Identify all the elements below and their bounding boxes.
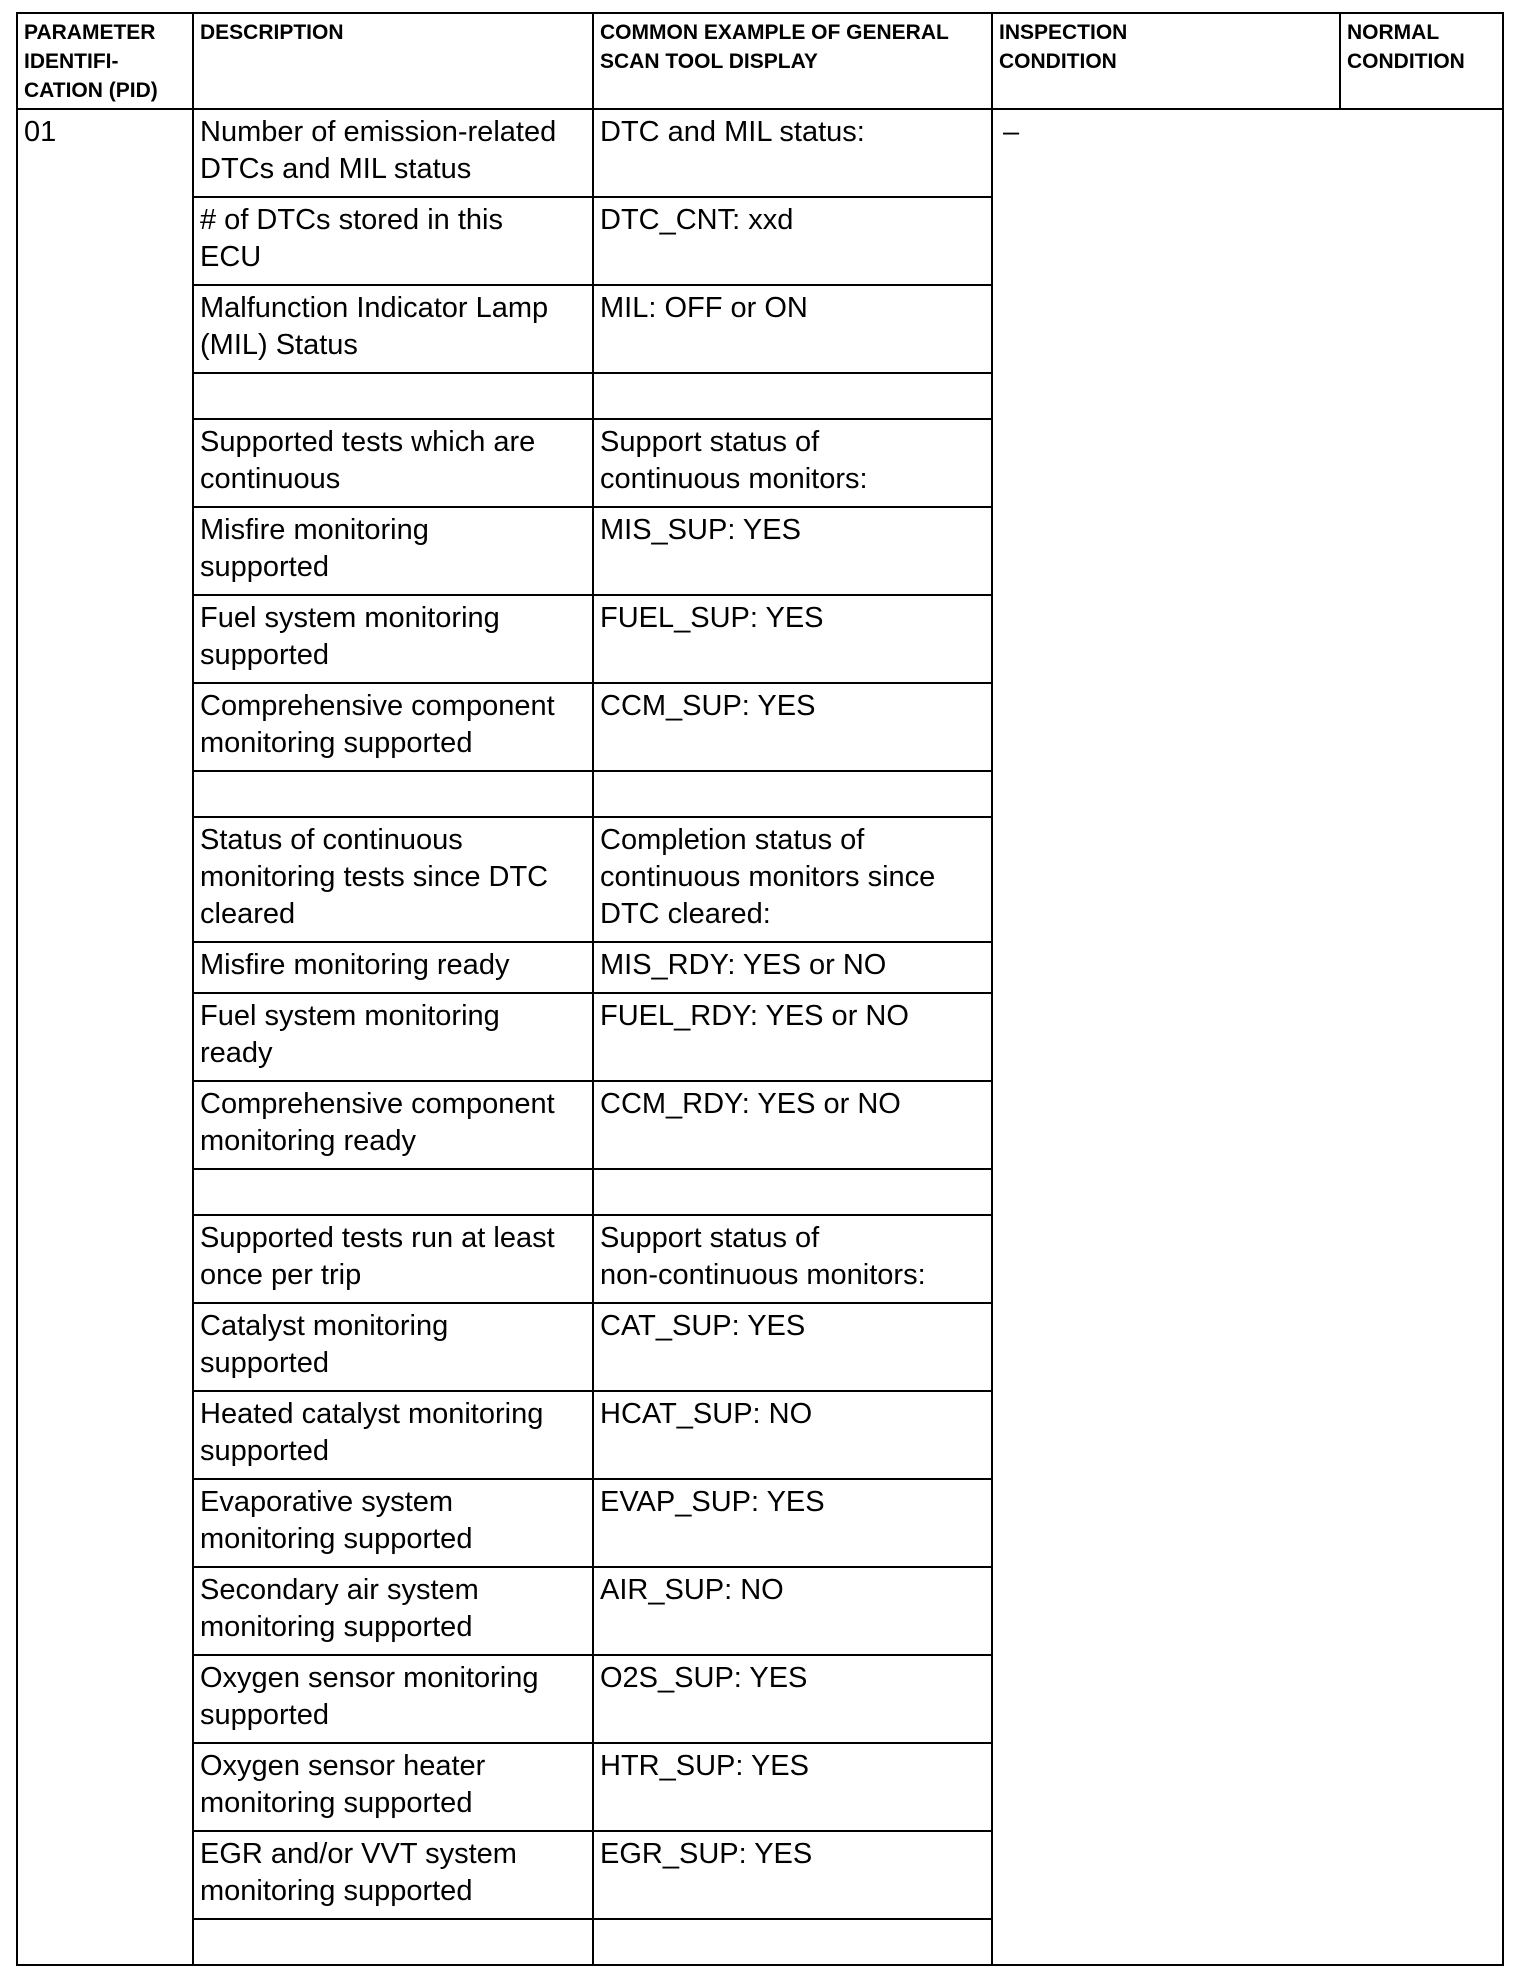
table-border-left: [16, 12, 18, 1966]
row-divider: [192, 1566, 993, 1568]
header-display: [600, 18, 983, 76]
display-cell-line: continuous monitors:: [600, 463, 868, 495]
row-divider: [192, 196, 993, 198]
description-cell: [200, 1086, 584, 1160]
row-divider: [192, 682, 993, 684]
description-cell: [200, 1396, 584, 1470]
header-pid-line: CATION (PID): [24, 79, 158, 102]
header-pid: [24, 18, 184, 105]
display-cell: [600, 1086, 983, 1123]
header-inspection-line: INSPECTION: [999, 21, 1128, 44]
row-divider: [192, 941, 993, 943]
description-cell: [200, 688, 584, 762]
description-cell-line: monitoring supported: [200, 727, 473, 759]
description-cell-line: Fuel system monitoring: [200, 1000, 500, 1032]
row-divider: [192, 1390, 993, 1392]
display-cell: [600, 290, 983, 327]
description-cell-line: supported: [200, 1347, 329, 1379]
display-cell: [600, 1396, 983, 1433]
column-divider-display: [991, 12, 993, 1966]
row-divider: [192, 1654, 993, 1656]
row-divider: [192, 770, 993, 772]
display-cell-line: CAT_SUP: YES: [600, 1310, 806, 1342]
description-cell-line: supported: [200, 639, 329, 671]
display-cell-line: Support status of: [600, 426, 820, 458]
description-cell-line: supported: [200, 1699, 329, 1731]
header-description: [200, 18, 584, 47]
header-display-line: COMMON EXAMPLE OF GENERAL: [600, 21, 949, 44]
description-cell-line: ECU: [200, 241, 262, 273]
column-divider-pid: [192, 12, 194, 1966]
row-divider: [192, 1478, 993, 1480]
description-cell-line: Oxygen sensor heater: [200, 1750, 486, 1782]
display-cell-line: MIL: OFF or ON: [600, 292, 808, 324]
description-cell-line: Supported tests run at least: [200, 1222, 555, 1254]
display-cell-line: O2S_SUP: YES: [600, 1662, 808, 1694]
description-cell: [200, 600, 584, 674]
description-cell-line: ready: [200, 1037, 273, 1069]
header-pid-line: PARAMETER: [24, 21, 156, 44]
description-cell-line: Status of continuous: [200, 824, 463, 856]
description-cell-line: EGR and/or VVT system: [200, 1838, 517, 1870]
description-cell-line: continuous: [200, 463, 341, 495]
description-cell-line: Supported tests which are: [200, 426, 536, 458]
description-cell-line: supported: [200, 551, 329, 583]
display-cell-line: MIS_RDY: YES or NO: [600, 949, 887, 981]
display-cell-line: continuous monitors since: [600, 861, 936, 893]
row-divider: [192, 1168, 993, 1170]
header-description-line: DESCRIPTION: [200, 21, 344, 44]
display-cell: [600, 1748, 983, 1785]
description-cell-line: (MIL) Status: [200, 329, 358, 361]
description-cell-line: cleared: [200, 898, 296, 930]
display-cell-line: CCM_RDY: YES or NO: [600, 1088, 901, 1120]
description-cell-line: Misfire monitoring ready: [200, 949, 510, 981]
display-cell: [600, 1572, 983, 1609]
description-cell: [200, 1836, 584, 1910]
display-cell-line: non-continuous monitors:: [600, 1259, 926, 1291]
description-cell-line: monitoring supported: [200, 1611, 473, 1643]
pid-table: [16, 12, 1504, 1912]
header-display-line: SCAN TOOL DISPLAY: [600, 50, 818, 73]
display-cell: [600, 202, 983, 239]
display-cell-line: AIR_SUP: NO: [600, 1574, 784, 1606]
row-divider: [192, 418, 993, 420]
description-cell: [200, 1484, 584, 1558]
header-pid-line: IDENTIFI-: [24, 50, 119, 73]
row-divider: [192, 1214, 993, 1216]
row-divider: [192, 506, 993, 508]
description-cell: [200, 998, 584, 1072]
display-cell-line: DTC_CNT: xxd: [600, 204, 794, 236]
description-cell-line: monitoring supported: [200, 1787, 473, 1819]
header-inspection-line: CONDITION: [999, 50, 1117, 73]
header-normal-line: NORMAL: [1347, 21, 1440, 44]
description-cell-line: # of DTCs stored in this: [200, 204, 503, 236]
display-cell-line: EGR_SUP: YES: [600, 1838, 813, 1870]
row-divider: [192, 1742, 993, 1744]
display-cell: [600, 600, 983, 637]
row-divider: [192, 1080, 993, 1082]
display-cell-line: DTC cleared:: [600, 898, 771, 930]
description-cell: [200, 290, 584, 364]
header-normal-line: CONDITION: [1347, 50, 1465, 73]
display-cell: [600, 1484, 983, 1521]
description-cell-line: DTCs and MIL status: [200, 153, 472, 185]
display-cell-line: EVAP_SUP: YES: [600, 1486, 825, 1518]
description-cell: [200, 1748, 584, 1822]
description-cell-line: monitoring ready: [200, 1125, 416, 1157]
display-cell: [600, 114, 983, 151]
display-cell: [600, 688, 983, 725]
description-cell-line: once per trip: [200, 1259, 362, 1291]
description-cell-line: monitoring supported: [200, 1875, 473, 1907]
display-cell-line: FUEL_RDY: YES or NO: [600, 1000, 909, 1032]
description-cell-line: supported: [200, 1435, 329, 1467]
description-cell-line: Fuel system monitoring: [200, 602, 500, 634]
description-cell: [200, 1308, 584, 1382]
display-cell: [600, 424, 983, 498]
column-divider-normal: [1339, 12, 1341, 108]
display-cell: [600, 998, 983, 1035]
display-cell-line: MIS_SUP: YES: [600, 514, 801, 546]
row-divider: [192, 992, 993, 994]
description-cell: [200, 1572, 584, 1646]
description-cell: [200, 202, 584, 276]
description-cell-line: Evaporative system: [200, 1486, 454, 1518]
description-cell: [200, 947, 584, 984]
header-divider: [16, 108, 1504, 110]
display-cell-line: CCM_SUP: YES: [600, 690, 816, 722]
description-cell: [200, 512, 584, 586]
description-cell-line: Comprehensive component: [200, 1088, 555, 1120]
display-cell-line: Completion status of: [600, 824, 865, 856]
row-divider: [192, 1830, 993, 1832]
column-divider-description: [592, 12, 594, 1966]
pid-value: 01: [24, 116, 57, 148]
description-cell-line: Catalyst monitoring: [200, 1310, 449, 1342]
table-border-right: [1502, 12, 1504, 1966]
description-cell: [200, 424, 584, 498]
description-cell-line: Misfire monitoring: [200, 514, 429, 546]
header-normal: [1347, 18, 1494, 76]
display-cell-line: FUEL_SUP: YES: [600, 602, 824, 634]
description-cell-line: Heated catalyst monitoring: [200, 1398, 544, 1430]
description-cell: [200, 1220, 584, 1294]
display-cell-line: DTC and MIL status:: [600, 116, 865, 148]
description-cell: [200, 822, 584, 933]
header-inspection: [999, 18, 1331, 76]
row-divider: [192, 372, 993, 374]
display-cell: [600, 1660, 983, 1697]
row-divider: [192, 1302, 993, 1304]
description-cell-line: monitoring tests since DTC: [200, 861, 549, 893]
description-cell-line: monitoring supported: [200, 1523, 473, 1555]
description-cell-line: Comprehensive component: [200, 690, 555, 722]
row-divider: [192, 284, 993, 286]
display-cell: [600, 1220, 983, 1294]
display-cell-line: Support status of: [600, 1222, 820, 1254]
display-cell-line: HTR_SUP: YES: [600, 1750, 809, 1782]
row-divider: [192, 1918, 993, 1920]
display-cell: [600, 947, 983, 984]
description-cell-line: Oxygen sensor monitoring: [200, 1662, 539, 1694]
description-cell-line: Malfunction Indicator Lamp: [200, 292, 549, 324]
description-cell: [200, 114, 584, 188]
description-cell-line: Number of emission-related: [200, 116, 557, 148]
row-divider: [192, 594, 993, 596]
display-cell: [600, 822, 983, 933]
display-cell: [600, 1836, 983, 1873]
row-divider: [192, 816, 993, 818]
display-cell-line: HCAT_SUP: NO: [600, 1398, 813, 1430]
description-cell-line: Secondary air system: [200, 1574, 479, 1606]
table-border-top: [16, 12, 1504, 14]
display-cell: [600, 512, 983, 549]
description-cell: [200, 1660, 584, 1734]
inspection-value: –: [1003, 116, 1020, 148]
display-cell: [600, 1308, 983, 1345]
